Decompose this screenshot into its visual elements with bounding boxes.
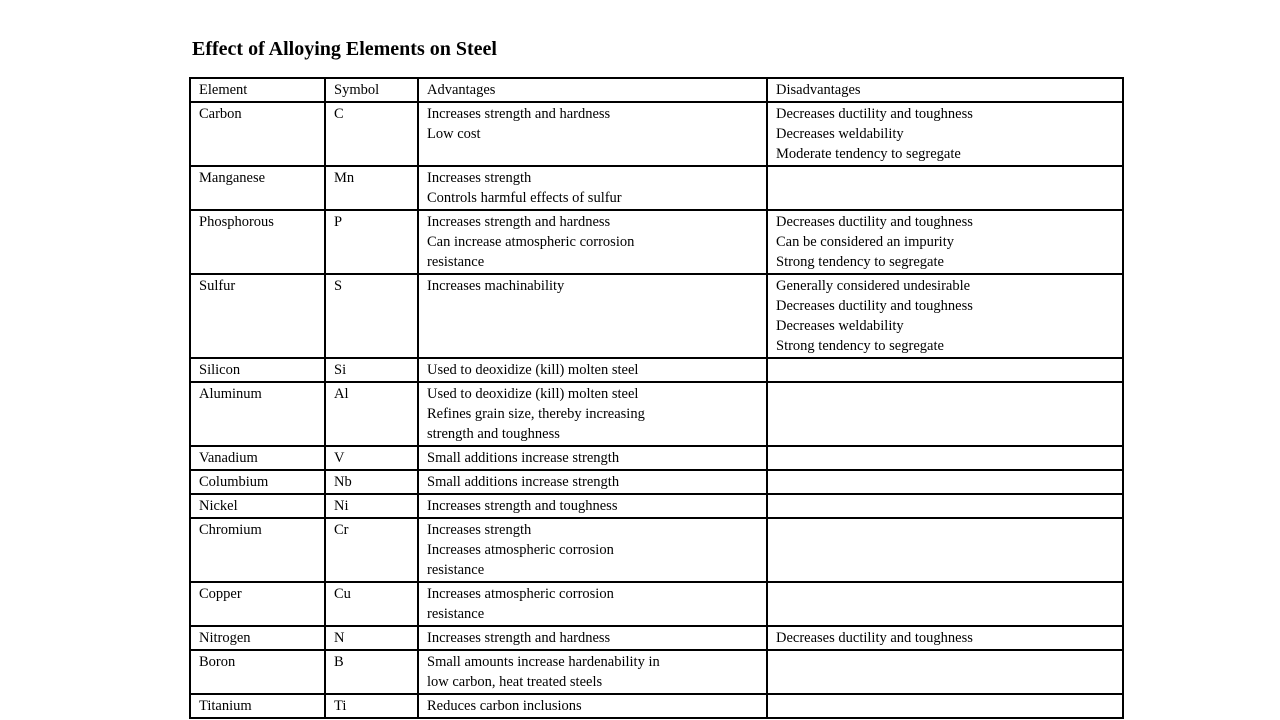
disadvantages-cell — [767, 494, 1123, 518]
element-cell: Nickel — [190, 494, 325, 518]
symbol-cell: P — [325, 210, 418, 274]
element-cell: Sulfur — [190, 274, 325, 358]
cell-line: Low cost — [427, 126, 481, 142]
cell-line: Used to deoxidize (kill) molten steel — [427, 362, 639, 378]
table-row — [190, 274, 1123, 358]
cell-line: Refines grain size, thereby increasing — [427, 406, 645, 422]
element-cell: Carbon — [190, 102, 325, 166]
advantages-cell — [418, 626, 767, 650]
cell-line: Increases atmospheric corrosion — [427, 542, 614, 558]
column-header-advantages: Advantages — [418, 78, 767, 102]
symbol-cell: N — [325, 626, 418, 650]
disadvantages-cell — [767, 210, 1123, 274]
symbol-cell: Si — [325, 358, 418, 382]
table-header-row — [190, 78, 1123, 102]
symbol-cell: C — [325, 102, 418, 166]
disadvantages-cell — [767, 650, 1123, 694]
advantages-cell — [418, 494, 767, 518]
advantages-cell — [418, 358, 767, 382]
element-cell: Titanium — [190, 694, 325, 718]
table-header — [190, 78, 1123, 102]
element-cell: Copper — [190, 582, 325, 626]
element-cell: Phosphorous — [190, 210, 325, 274]
advantages-cell — [418, 210, 767, 274]
table-row — [190, 518, 1123, 582]
symbol-cell: Ti — [325, 694, 418, 718]
advantages-cell — [418, 446, 767, 470]
element-cell: Silicon — [190, 358, 325, 382]
cell-line: Decreases weldability — [776, 318, 904, 334]
alloying-elements-table — [189, 77, 1124, 719]
advantages-cell — [418, 102, 767, 166]
table-row — [190, 102, 1123, 166]
table-row — [190, 446, 1123, 470]
cell-line: resistance — [427, 254, 485, 270]
cell-line: Decreases weldability — [776, 126, 904, 142]
cell-line: resistance — [427, 562, 485, 578]
cell-line: Increases strength — [427, 522, 532, 538]
cell-line: resistance — [427, 606, 485, 622]
advantages-cell — [418, 274, 767, 358]
disadvantages-cell — [767, 470, 1123, 494]
disadvantages-cell — [767, 518, 1123, 582]
symbol-cell: Mn — [325, 166, 418, 210]
cell-line: Increases strength and hardness — [427, 214, 611, 230]
element-cell: Vanadium — [190, 446, 325, 470]
element-cell: Boron — [190, 650, 325, 694]
element-cell: Nitrogen — [190, 626, 325, 650]
element-cell: Chromium — [190, 518, 325, 582]
cell-line: Can increase atmospheric corrosion — [427, 234, 635, 250]
cell-line: Used to deoxidize (kill) molten steel — [427, 386, 639, 402]
cell-line: Strong tendency to segregate — [776, 254, 944, 270]
advantages-cell — [418, 582, 767, 626]
cell-line: Strong tendency to segregate — [776, 338, 944, 354]
symbol-cell: Ni — [325, 494, 418, 518]
disadvantages-cell — [767, 358, 1123, 382]
disadvantages-cell — [767, 694, 1123, 718]
cell-line: low carbon, heat treated steels — [427, 674, 603, 690]
table-row — [190, 694, 1123, 718]
advantages-cell — [418, 518, 767, 582]
table-row — [190, 470, 1123, 494]
advantages-cell — [418, 470, 767, 494]
cell-line: Decreases ductility and toughness — [776, 630, 973, 646]
disadvantages-cell — [767, 382, 1123, 446]
page-title: Effect of Alloying Elements on Steel — [192, 38, 497, 60]
cell-line: Small additions increase strength — [427, 450, 620, 466]
cell-line: Controls harmful effects of sulfur — [427, 190, 622, 206]
advantages-cell — [418, 382, 767, 446]
table-row — [190, 650, 1123, 694]
cell-line: Increases machinability — [427, 278, 565, 294]
cell-line: Increases strength and hardness — [427, 106, 611, 122]
cell-line: Generally considered undesirable — [776, 278, 971, 294]
disadvantages-cell — [767, 102, 1123, 166]
table-row — [190, 210, 1123, 274]
cell-line: Small additions increase strength — [427, 474, 620, 490]
symbol-cell: Cr — [325, 518, 418, 582]
column-header-disadvantages: Disadvantages — [767, 78, 1123, 102]
element-cell: Manganese — [190, 166, 325, 210]
disadvantages-cell — [767, 582, 1123, 626]
disadvantages-cell — [767, 626, 1123, 650]
element-cell: Columbium — [190, 470, 325, 494]
table-row — [190, 582, 1123, 626]
table-row — [190, 382, 1123, 446]
symbol-cell: V — [325, 446, 418, 470]
table-row — [190, 626, 1123, 650]
advantages-cell — [418, 694, 767, 718]
symbol-cell: B — [325, 650, 418, 694]
symbol-cell: Nb — [325, 470, 418, 494]
table-row — [190, 166, 1123, 210]
cell-line: Decreases ductility and toughness — [776, 298, 973, 314]
column-header-symbol: Symbol — [325, 78, 418, 102]
advantages-cell — [418, 166, 767, 210]
table-row — [190, 494, 1123, 518]
cell-line: Increases atmospheric corrosion — [427, 586, 614, 602]
cell-line: Increases strength — [427, 170, 532, 186]
disadvantages-cell — [767, 446, 1123, 470]
cell-line: Decreases ductility and toughness — [776, 214, 973, 230]
cell-line: Increases strength and hardness — [427, 630, 611, 646]
disadvantages-cell — [767, 166, 1123, 210]
cell-line: Moderate tendency to segregate — [776, 146, 961, 162]
cell-line: Can be considered an impurity — [776, 234, 954, 250]
table-body — [190, 102, 1123, 718]
cell-line: Increases strength and toughness — [427, 498, 618, 514]
cell-line: Reduces carbon inclusions — [427, 698, 582, 714]
table-row — [190, 358, 1123, 382]
element-cell: Aluminum — [190, 382, 325, 446]
disadvantages-cell — [767, 274, 1123, 358]
cell-line: Small amounts increase hardenability in — [427, 654, 660, 670]
advantages-cell — [418, 650, 767, 694]
symbol-cell: Al — [325, 382, 418, 446]
column-header-element: Element — [190, 78, 325, 102]
cell-line: strength and toughness — [427, 426, 560, 442]
symbol-cell: Cu — [325, 582, 418, 626]
symbol-cell: S — [325, 274, 418, 358]
cell-line: Decreases ductility and toughness — [776, 106, 973, 122]
